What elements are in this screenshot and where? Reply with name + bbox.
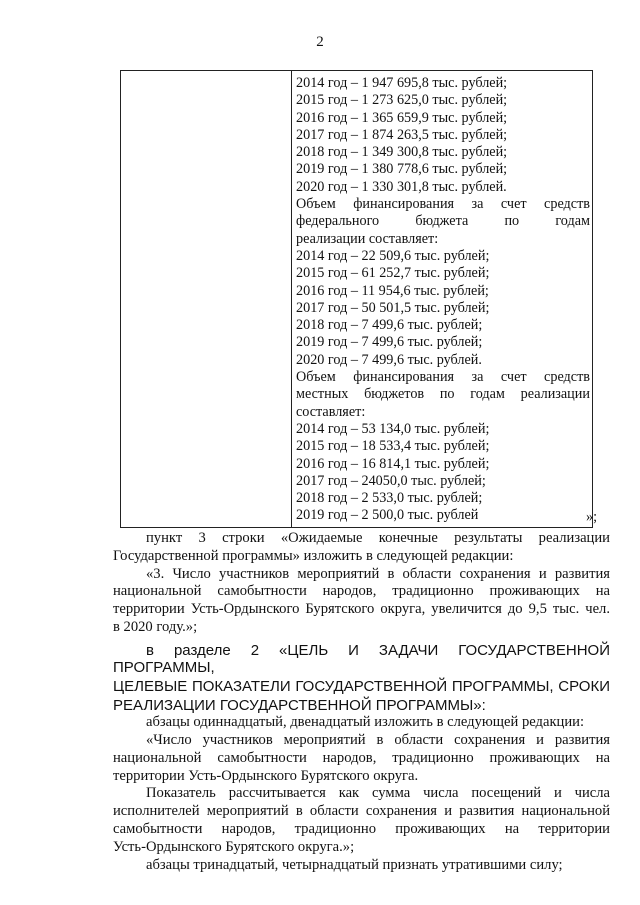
intro-word: за [471,369,484,386]
intro-word: годам [555,213,590,230]
intro-word: средств [544,196,590,213]
paragraph-line: «Число участников мероприятий в области сохранения и развития [146,731,610,748]
intro-word: годам [470,386,505,403]
financing-line: 2015 год – 1 273 625,0 тыс. рублей; [296,92,508,109]
local-line: 2014 год – 53 134,0 тыс. рублей; [296,420,490,437]
closing-quote: »; [586,509,598,525]
paragraph-line: Показатель рассчитывается как сумма числа посещений и числа [146,785,610,802]
federal-line: 2020 год – 7 499,6 тыс. рублей. [296,351,482,368]
intro-word: Объем [296,196,336,213]
federal-intro-line [296,196,590,213]
paragraph-line: территории Усть-Ордынского Бурятского округа, увеличится до 9,5 тыс. чел. [113,601,610,618]
intro-word: финансирования [353,196,455,213]
federal-line: 2016 год – 11 954,6 тыс. рублей; [296,282,489,299]
paragraph-line: национальной самобытности народов, традиционно проживающих на [113,583,610,600]
federal-intro-line: реализации составляет: [296,230,439,247]
intro-word: счет [500,369,527,386]
local-intro-line [296,369,590,386]
intro-word: бюджетов [364,386,425,403]
local-line: 2015 год – 18 533,4 тыс. рублей; [296,438,490,455]
page-number: 2 [316,34,324,50]
empty-label-cell [121,71,292,528]
financing-table [120,70,593,528]
intro-word: федерального [296,213,380,230]
local-line: 2018 год – 2 533,0 тыс. рублей; [296,490,483,507]
paragraph-line: абзацы одиннадцатый, двенадцатый изложить в следующей редакции: [146,714,585,731]
federal-intro-line [296,213,590,230]
paragraph-line: в 2020 году.»; [113,618,198,635]
intro-word: по [439,386,455,403]
intro-word: бюджета [415,213,469,230]
local-line: 2016 год – 16 814,1 тыс. рублей; [296,455,490,472]
financing-line: 2020 год – 1 330 301,8 тыс. рублей. [296,178,507,195]
federal-line: 2019 год – 7 499,6 тыс. рублей; [296,334,483,351]
paragraph-line: пункт 3 строки «Ожидаемые конечные результаты реализации [146,530,610,546]
amendment-text [113,530,610,874]
intro-word: реализации [520,386,590,403]
intro-word: счет [500,196,527,213]
intro-word: финансирования [353,369,455,386]
financing-values-cell [292,71,593,528]
section-heading-line: в разделе 2 «ЦЕЛЬ И ЗАДАЧИ ГОСУДАРСТВЕННОЙ ПРОГРАММЫ, [113,641,610,677]
federal-line: 2014 год – 22 509,6 тыс. рублей; [296,247,490,264]
intro-word: средств [544,369,590,386]
intro-word: за [471,196,484,213]
local-intro-line [296,386,590,403]
intro-word: местных [296,386,349,403]
paragraph-line: абзацы тринадцатый, четырнадцатый признать утратившими силу; [146,856,563,873]
paragraph-line: территории Усть-Ордынского Бурятского округа. [113,767,419,784]
section-heading-line: РЕАЛИЗАЦИИ ГОСУДАРСТВЕННОЙ ПРОГРАММЫ»: [113,696,486,714]
financing-line: 2016 год – 1 365 659,9 тыс. рублей; [296,109,508,126]
paragraph-line: «3. Число участников мероприятий в области сохранения и развития [146,565,610,582]
paragraph-line: Государственной программы» изложить в следующей редакции: [113,547,514,564]
paragraph-line: самобытности народов, традиционно проживающих на территории [113,820,610,837]
paragraph-line: исполнителей мероприятий в области сохранения и развития национальной [113,803,610,820]
local-intro-line: составляет: [296,403,366,420]
federal-line: 2017 год – 50 501,5 тыс. рублей; [296,299,490,316]
intro-word: Объем [296,369,336,386]
financing-line: 2019 год – 1 380 778,6 тыс. рублей; [296,161,508,178]
section-heading-line: ЦЕЛЕВЫЕ ПОКАЗАТЕЛИ ГОСУДАРСТВЕННОЙ ПРОГРАММЫ, СРОКИ [113,677,610,695]
financing-line: 2018 год – 1 349 300,8 тыс. рублей; [296,144,508,161]
local-line: 2019 год – 2 500,0 тыс. рублей [296,507,479,524]
local-line: 2017 год – 24050,0 тыс. рублей; [296,472,486,489]
intro-word: по [504,213,520,230]
federal-line: 2015 год – 61 252,7 тыс. рублей; [296,265,490,282]
paragraph-line: национальной самобытности народов, традиционно проживающих на [113,749,610,766]
paragraph-line: Усть-Ордынского Бурятского округа.»; [113,838,355,855]
financing-line: 2017 год – 1 874 263,5 тыс. рублей; [296,126,508,143]
financing-line: 2014 год – 1 947 695,8 тыс. рублей; [296,75,508,91]
federal-line: 2018 год – 7 499,6 тыс. рублей; [296,317,483,334]
